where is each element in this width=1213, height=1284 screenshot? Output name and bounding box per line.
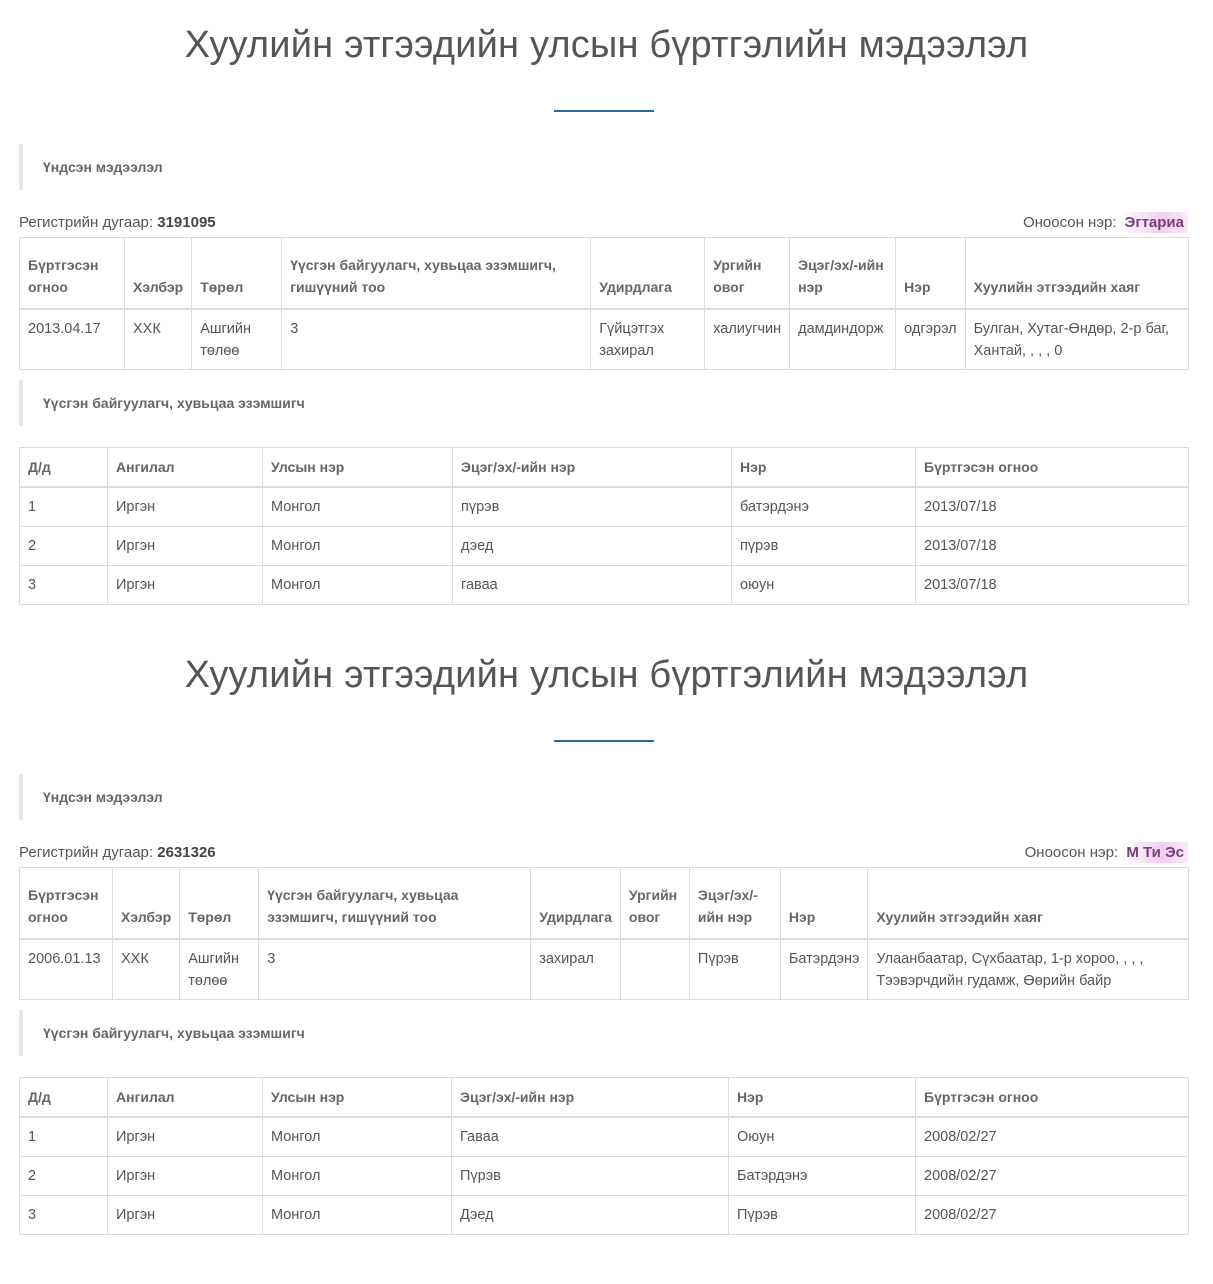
table-cell: Ашгийн төлөө: [192, 309, 282, 369]
table-cell: 2013.04.17: [20, 309, 125, 369]
table-cell: одгэрэл: [896, 309, 966, 369]
title-divider: [554, 740, 654, 742]
column-header: Ангилал: [108, 1078, 263, 1118]
table-cell: Булган, Хутаг-Өндөр, 2-р баг, Хантай, , , , 0: [965, 309, 1188, 369]
column-header: Ургийн овог: [620, 868, 689, 940]
column-header: Нэр: [896, 238, 966, 310]
table-cell: Ашгийн төлөө: [180, 939, 259, 999]
table-cell: халиугчин: [705, 309, 790, 369]
table-cell: 2013/07/18: [916, 487, 1189, 527]
registration-label: Регистрийн дугаар:: [19, 214, 154, 231]
table-cell: ХХК: [113, 939, 180, 999]
registration-value: 3191095: [157, 214, 216, 231]
table-cell: батэрдэнэ: [732, 487, 916, 527]
table-cell: пүрэв: [453, 487, 732, 527]
table-cell: Монгол: [263, 1117, 452, 1157]
table-cell: Батэрдэнэ: [729, 1157, 916, 1196]
table-cell: Оюун: [729, 1117, 916, 1157]
entity-name-label: Оноосон нэр:: [1024, 844, 1119, 861]
table-cell: Монгол: [263, 487, 453, 527]
table-cell: Иргэн: [108, 566, 263, 605]
table-cell: Дэед: [452, 1196, 729, 1235]
entity-name-label: Оноосон нэр:: [1022, 214, 1117, 231]
table-cell: Гүйцэтгэх захирал: [591, 309, 705, 369]
table-row: [20, 566, 1189, 605]
section-founders: Үүсгэн байгуулагч, хувьцаа эзэмшигч: [19, 1010, 319, 1056]
founders-table: [19, 447, 1189, 605]
entity-name: [1023, 214, 1188, 231]
table-cell: 2008/02/27: [916, 1117, 1189, 1157]
column-header: Төрөл: [180, 868, 259, 940]
table-cell: 3: [20, 566, 108, 605]
column-header: Эцэг/эх/-ийн нэр: [790, 238, 896, 310]
column-header: Хэлбэр: [113, 868, 180, 940]
table-header-row: [20, 448, 1189, 488]
registration-number: [19, 214, 216, 231]
table-cell: Пүрэв: [452, 1157, 729, 1196]
column-header: Удирдлага: [591, 238, 705, 310]
page-title: Хуулийн этгээдийн улсын бүртгэлийн мэдээлэл: [184, 654, 1029, 696]
table-cell: Иргэн: [108, 1117, 263, 1157]
table-cell: 1: [20, 487, 108, 527]
registration-label: Регистрийн дугаар:: [19, 844, 154, 861]
table-cell: Монгол: [263, 527, 453, 566]
column-header: Улсын нэр: [263, 1078, 452, 1118]
section-basic-info: Үндсэн мэдээлэл: [19, 774, 319, 820]
table-row: [20, 1117, 1189, 1157]
column-header: Бүртгэсэн огноо: [20, 868, 113, 940]
table-cell: 3: [20, 1196, 108, 1235]
entity-name-value: М Ти Эс: [1122, 842, 1188, 863]
column-header: Улсын нэр: [263, 448, 453, 488]
table-header-row: [20, 238, 1189, 310]
table-cell: Пүрэв: [689, 939, 780, 999]
table-cell: 2013/07/18: [916, 566, 1189, 605]
column-header: Нэр: [729, 1078, 916, 1118]
table-cell: 2008/02/27: [916, 1196, 1189, 1235]
column-header: Д/д: [20, 448, 108, 488]
table-cell: 2013/07/18: [916, 527, 1189, 566]
registration-value: 2631326: [157, 844, 216, 861]
column-header: Эцэг/эх/-ийн нэр: [689, 868, 780, 940]
entity-name: [1025, 844, 1188, 861]
section-basic-info: Үндсэн мэдээлэл: [19, 144, 319, 190]
column-header: Бүртгэсэн огноо: [916, 1078, 1189, 1118]
table-row: [20, 1196, 1189, 1235]
registration-number: [19, 844, 216, 861]
table-cell: 3: [259, 939, 531, 999]
table-cell: Монгол: [263, 1157, 452, 1196]
column-header: Д/д: [20, 1078, 108, 1118]
column-header: Бүртгэсэн огноо: [20, 238, 125, 310]
column-header: Хуулийн этгээдийн хаяг: [965, 238, 1188, 310]
column-header: Эцэг/эх/-ийн нэр: [453, 448, 732, 488]
table-header-row: [20, 868, 1189, 940]
column-header: Ангилал: [108, 448, 263, 488]
basic-info-table: [19, 867, 1189, 1000]
table-cell: дэед: [453, 527, 732, 566]
table-cell: дамдиндорж: [790, 309, 896, 369]
table-cell: захирал: [531, 939, 621, 999]
title-divider: [554, 110, 654, 112]
table-row: [20, 487, 1189, 527]
table-cell: 3: [282, 309, 591, 369]
table-cell: 1: [20, 1117, 108, 1157]
table-cell: Монгол: [263, 1196, 452, 1235]
page-title: Хуулийн этгээдийн улсын бүртгэлийн мэдээлэл: [184, 24, 1029, 66]
table-cell: 2006.01.13: [20, 939, 113, 999]
section-founders: Үүсгэн байгуулагч, хувьцаа эзэмшигч: [19, 380, 319, 426]
table-cell: 2008/02/27: [916, 1157, 1189, 1196]
table-row: [20, 309, 1189, 369]
table-cell: оюун: [732, 566, 916, 605]
table-cell: Иргэн: [108, 487, 263, 527]
column-header: Үүсгэн байгуулагч, хувьцаа эзэмшигч, гишүүний тоо: [282, 238, 591, 310]
table-row: [20, 527, 1189, 566]
table-cell: ХХК: [125, 309, 192, 369]
column-header: Эцэг/эх/-ийн нэр: [452, 1078, 729, 1118]
column-header: Хэлбэр: [125, 238, 192, 310]
table-cell: Пүрэв: [729, 1196, 916, 1235]
table-cell: Улаанбаатар, Сүхбаатар, 1-р хороо, , , , Тээвэрчдийн гудамж, Өөрийн байр: [868, 939, 1189, 999]
column-header: Удирдлага: [531, 868, 621, 940]
table-cell: Гаваа: [452, 1117, 729, 1157]
table-row: [20, 939, 1189, 999]
column-header: Нэр: [780, 868, 867, 940]
column-header: Бүртгэсэн огноо: [916, 448, 1189, 488]
column-header: Ургийн овог: [705, 238, 790, 310]
table-cell: 2: [20, 1157, 108, 1196]
table-cell: пүрэв: [732, 527, 916, 566]
founders-table: [19, 1077, 1189, 1235]
table-header-row: [20, 1078, 1189, 1118]
table-row: [20, 1157, 1189, 1196]
table-cell: Иргэн: [108, 527, 263, 566]
column-header: Нэр: [732, 448, 916, 488]
column-header: Үүсгэн байгуулагч, хувьцаа эзэмшигч, гишүүний тоо: [259, 868, 531, 940]
column-header: Төрөл: [192, 238, 282, 310]
table-cell: Иргэн: [108, 1157, 263, 1196]
column-header: Хуулийн этгээдийн хаяг: [868, 868, 1189, 940]
basic-info-table: [19, 237, 1189, 370]
entity-name-value: Эгтариа: [1121, 212, 1188, 233]
table-cell: Батэрдэнэ: [780, 939, 867, 999]
table-cell: Монгол: [263, 566, 453, 605]
table-cell: гаваа: [453, 566, 732, 605]
table-cell: [620, 939, 689, 999]
table-cell: 2: [20, 527, 108, 566]
table-cell: Иргэн: [108, 1196, 263, 1235]
